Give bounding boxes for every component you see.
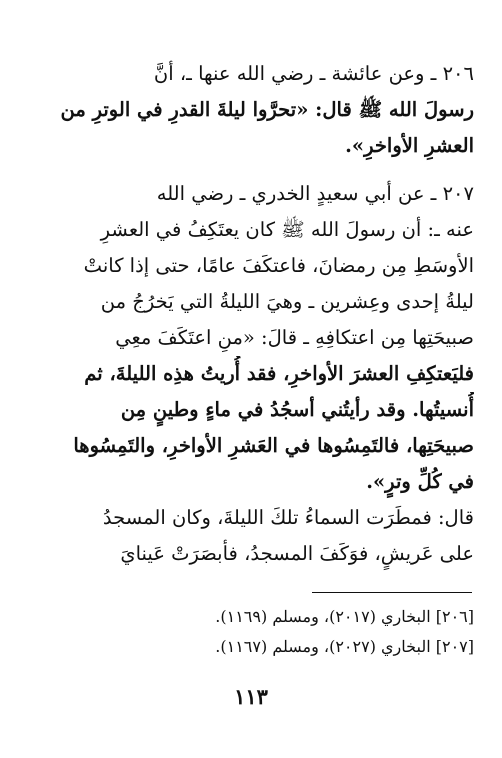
hadith-207-line-7: أُنسيتُها. وقد رأيتُني أسجُدُ في ماءٍ وطينٍ مِن xyxy=(120,398,474,421)
hadith-206-line-3: العشرِ الأواخرِ». xyxy=(345,134,474,157)
footnote-207: [٢٠٧] البخاري (٢٠٢٧)، ومسلم (١١٦٧). xyxy=(215,637,474,656)
hadith-207-line-2: عنه ـ: أن رسولَ الله ﷺ كان يعتَكِفُ في العشرِ xyxy=(100,218,474,241)
footnotes xyxy=(28,602,474,662)
narration-line-2: على عَريشٍ، فوَكَفَ المسجدُ، فأبصَرَتْ عَينايَ xyxy=(120,542,474,565)
footnote-206: [٢٠٦] البخاري (٢٠١٧)، ومسلم (١١٦٩). xyxy=(215,607,474,626)
hadith-207-line-4: ليلةُ إحدى وعِشرين ـ وهيَ الليلةُ التي يَخرُجُ من xyxy=(100,290,474,313)
hadith-206-line-1: ٢٠٦ ـ وعن عائشة ـ رضي الله عنها ـ، أنَّ xyxy=(153,62,474,85)
hadith-207-line-8: صبيحَتِها، فالتَمِسُوها في العَشرِ الأواخرِ، والتَمِسُوها xyxy=(73,434,474,457)
hadith-207 xyxy=(28,176,474,500)
narration-line-1: قال: فمطَرَت السماءُ تلكَ الليلةَ، وكان المسجدُ xyxy=(102,506,474,529)
hadith-207-line-5: صبيحَتِها مِن اعتكافِهِ ـ قالَ: «منِ اعتَكَفَ معِي xyxy=(115,326,474,349)
footnote-divider xyxy=(312,592,472,593)
hadith-207-line-1: ٢٠٧ ـ عن أبي سعيدٍ الخدري ـ رضي الله xyxy=(156,182,474,205)
hadith-206-line-2: رسولَ الله ﷺ قال: «تحرَّوا ليلةَ القدرِ في الوترِ من xyxy=(60,98,474,121)
hadith-207-line-9: في كُلِّ وترٍ». xyxy=(366,470,474,493)
narration-paragraph xyxy=(28,500,474,572)
hadith-207-line-3: الأوسَطِ مِن رمضانَ، فاعتكَفَ عامًا، حتى إذا كانتْ xyxy=(83,254,474,277)
page-number: ١١٣ xyxy=(234,684,268,709)
hadith-206 xyxy=(28,56,474,164)
hadith-207-line-6: فليَعتكِفِ العشرَ الأواخرِ، فقد أُريتُ هذِه الليلةَ، ثم xyxy=(84,362,474,385)
